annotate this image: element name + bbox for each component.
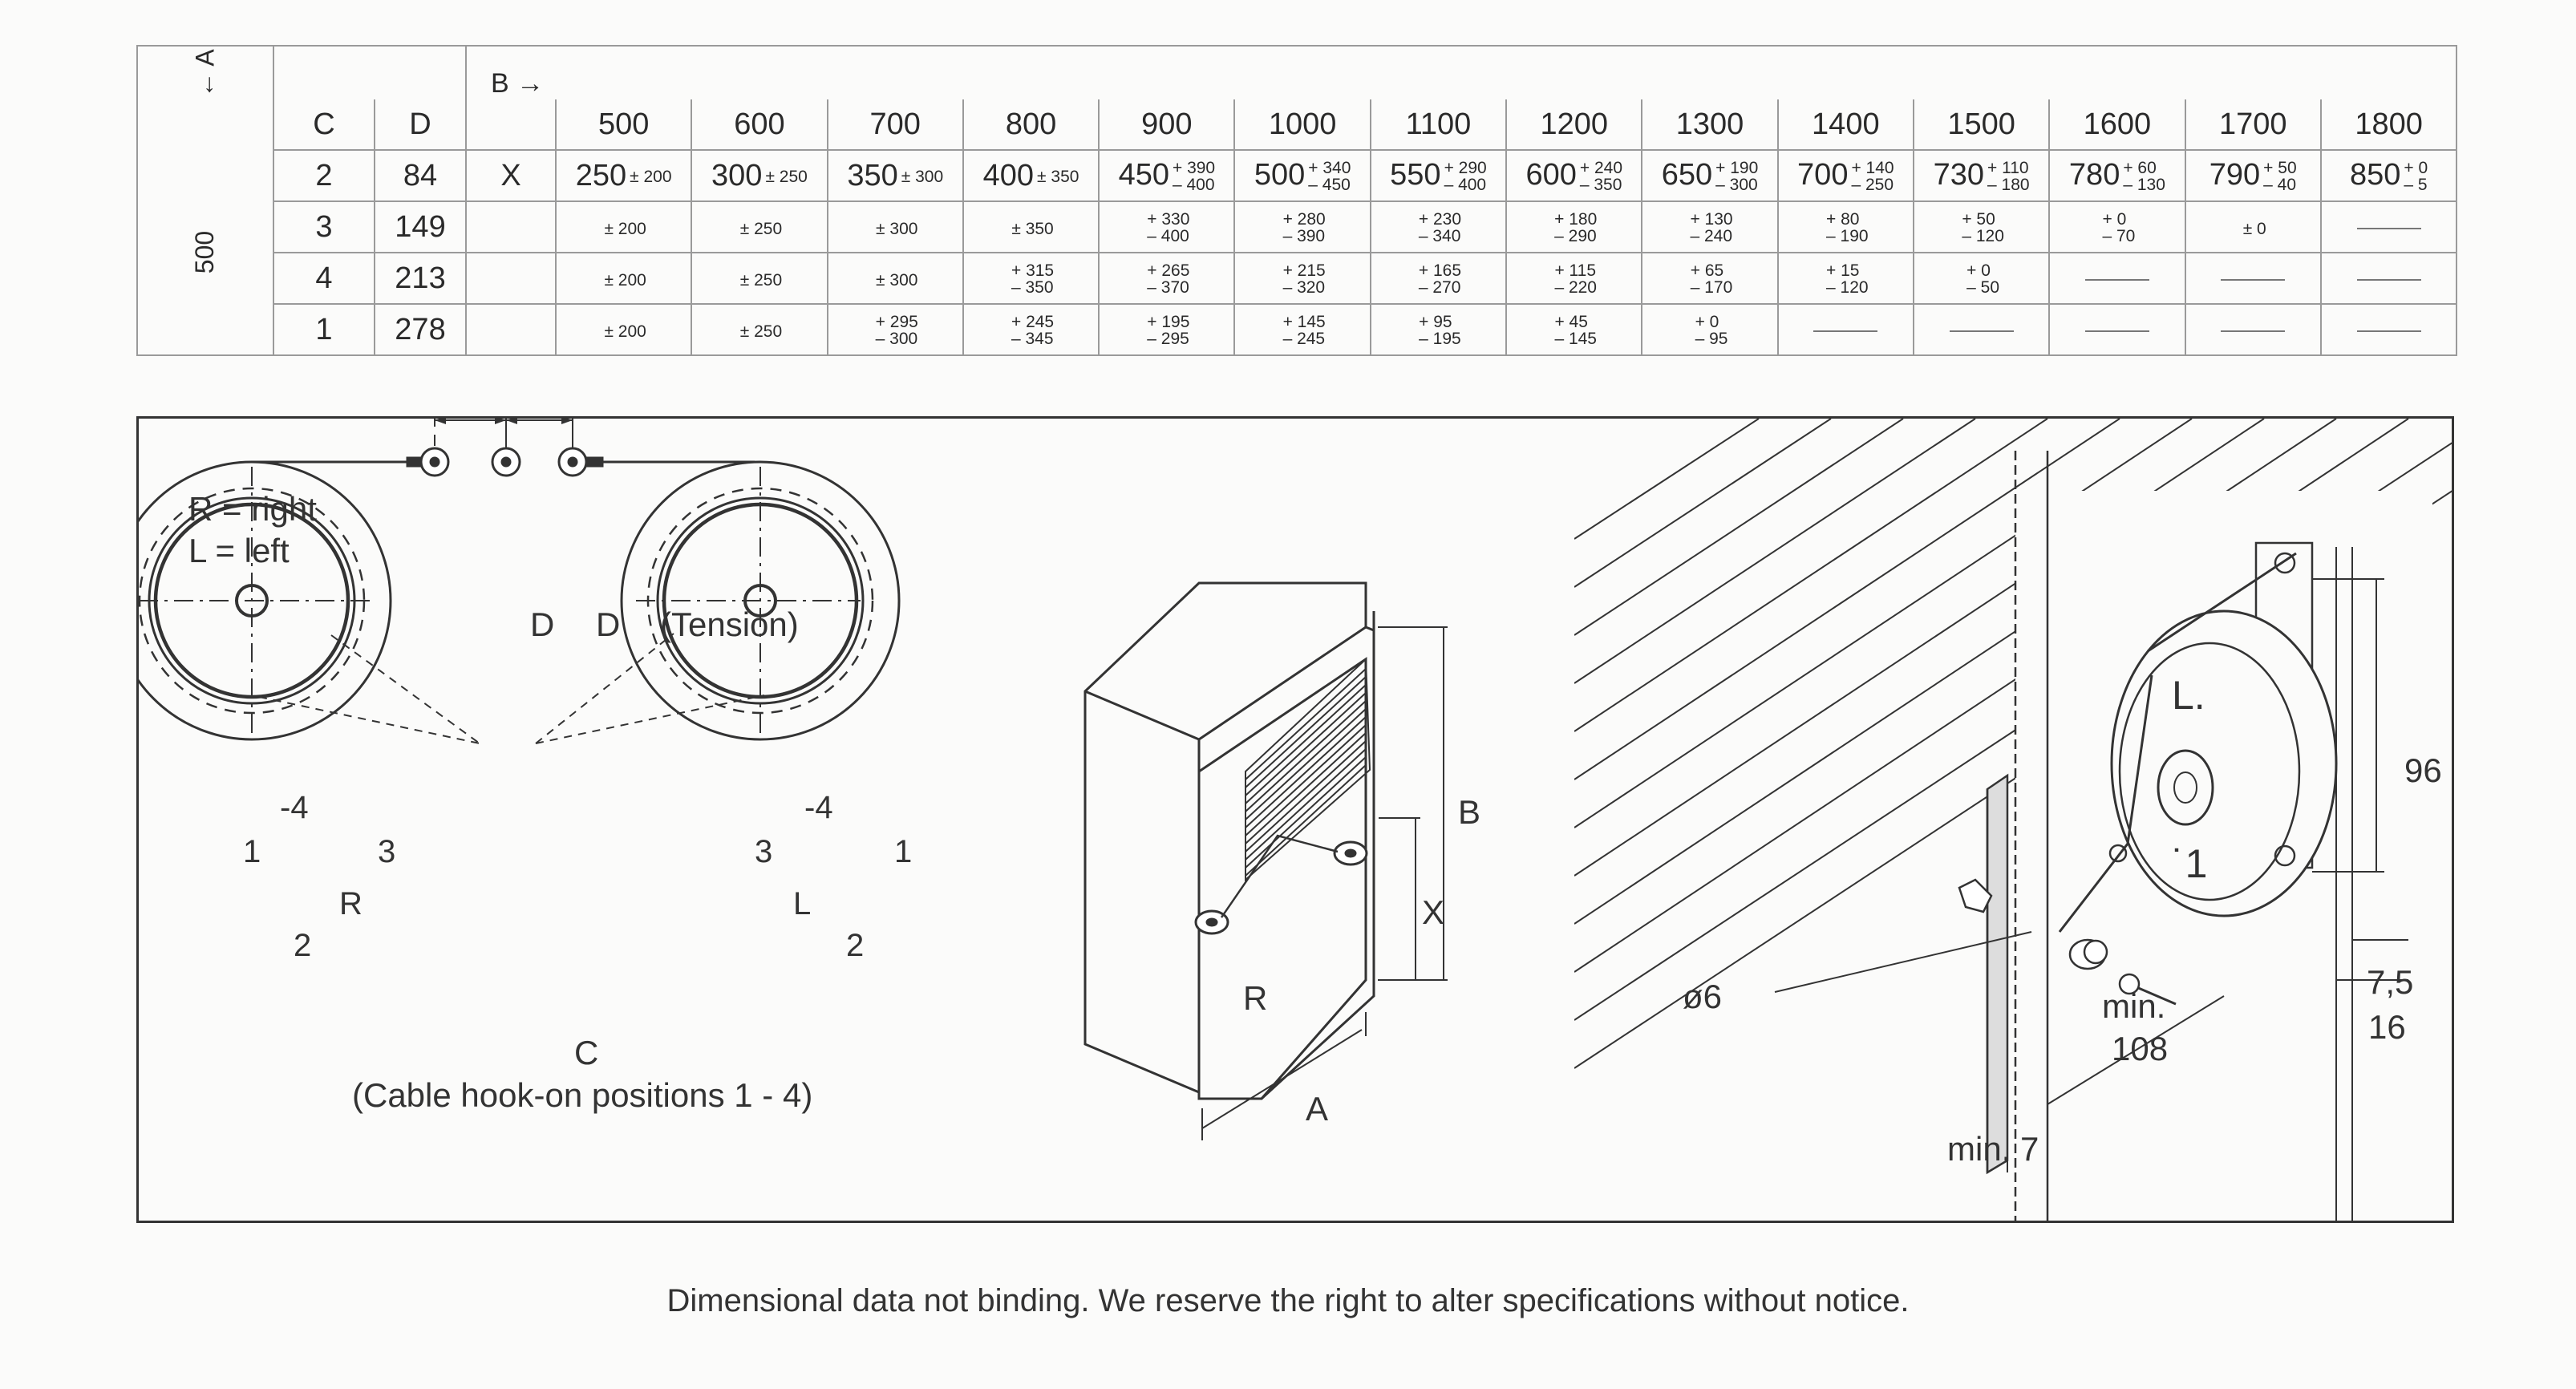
dim-min-label: min. [2102, 987, 2166, 1025]
tolerance-plusminus: ± 200 [630, 168, 672, 187]
tolerance-range [1147, 262, 1189, 296]
x-label-cell: X [466, 150, 556, 201]
b-column-header: 500 [556, 99, 691, 150]
tolerance-cell [828, 201, 963, 253]
tolerance-cell [1642, 253, 1777, 304]
tolerance-range [1147, 314, 1189, 347]
tolerance-lower: – 270 [1418, 278, 1461, 298]
tolerance-upper: + 195 [1147, 313, 1190, 332]
tolerance-lower: – 130 [2123, 176, 2165, 195]
tolerance-cell [1099, 201, 1234, 253]
b-column-header: 1200 [1506, 99, 1642, 150]
tolerance-upper: + 145 [1282, 313, 1326, 332]
tolerance-plusminus: ± 350 [1011, 219, 1054, 238]
cd-corner [273, 46, 375, 99]
tolerance-lower: – 340 [1418, 227, 1461, 246]
tolerance-range [1419, 211, 1461, 245]
a-value-cell [137, 150, 273, 355]
tolerance-lower: – 40 [2263, 176, 2297, 195]
tolerance-range [1173, 160, 1215, 193]
tolerance-cell [2049, 201, 2185, 253]
tolerance-lower: – 400 [1172, 176, 1215, 195]
tolerance-range [876, 314, 918, 347]
tolerance-lower: – 95 [1695, 330, 1728, 349]
tolerance-upper: + 390 [1172, 159, 1216, 178]
tolerance-lower: – 70 [2102, 227, 2136, 246]
b-column-header: 1400 [1778, 99, 1914, 150]
tolerance-plusminus: ± 250 [765, 168, 808, 187]
reel-l-pos-2: 2 [846, 928, 865, 963]
b-column-header: 1000 [1234, 99, 1370, 150]
empty-dash [2357, 279, 2421, 281]
tolerance-range [1691, 262, 1733, 296]
tolerance-cell [556, 253, 691, 304]
tolerance-cell [1914, 253, 2049, 304]
tolerance-cell [1642, 201, 1777, 253]
disclaimer-text: Dimensional data not binding. We reserve the right to alter specifications without notice. [666, 1283, 1910, 1318]
tolerance-lower: – 190 [1826, 227, 1869, 246]
tolerance-plusminus: ± 200 [604, 270, 646, 290]
tolerance-cell [1371, 304, 1506, 355]
tolerance-range [1826, 211, 1869, 245]
tolerance-upper: + 245 [1011, 313, 1055, 332]
tolerance-upper: + 80 [1826, 210, 1860, 229]
tolerance-range [2102, 211, 2135, 245]
shaft-installation-drawing [1574, 419, 2452, 1221]
tolerance-cell [1099, 150, 1234, 201]
tolerance-cell [556, 201, 691, 253]
reel-r-pos-2: 2 [294, 928, 312, 963]
roller-box-drawing [1085, 583, 1448, 1140]
tolerance-cell [1778, 201, 1914, 253]
reel-r-pos-4: -4 [280, 790, 309, 825]
tolerance-upper: + 180 [1554, 210, 1598, 229]
tolerance-cell [1371, 150, 1506, 201]
table-row [137, 150, 2457, 201]
box-dim-a: A [1306, 1090, 1329, 1128]
empty-dash [2085, 330, 2149, 332]
dim-7-5: 7,5 [2367, 963, 2414, 1001]
tolerance-range [1419, 262, 1461, 296]
tolerance-cell [1778, 253, 1914, 304]
reel-mark-1: ˙1 [2172, 841, 2208, 886]
tolerance-lower: – 350 [1011, 278, 1054, 298]
a-axis-spacer [137, 99, 273, 150]
tolerance-lower: – 350 [1579, 176, 1622, 195]
b-column-header: 1100 [1371, 99, 1506, 150]
d-value: 278 [375, 304, 466, 355]
x-value: 400 [982, 158, 1035, 192]
tolerance-upper: + 60 [2123, 159, 2157, 178]
table-row [137, 304, 2457, 355]
tolerance-lower: – 300 [875, 330, 918, 349]
x-header-spacer [466, 99, 556, 150]
tolerance-cell [2049, 253, 2185, 304]
tolerance-lower: – 5 [2404, 176, 2428, 195]
tolerance-upper: + 340 [1308, 159, 1351, 178]
b-column-header: 600 [691, 99, 827, 150]
tolerance-cell [2049, 150, 2185, 201]
reel-r-pos-3: 3 [378, 834, 396, 869]
c-value: 3 [273, 201, 375, 253]
tolerance-upper: + 140 [1851, 159, 1894, 178]
tolerance-cell [1778, 150, 1914, 201]
empty-dash [1813, 330, 1877, 332]
tolerance-upper: + 50 [2263, 159, 2297, 178]
x-value: 350 [847, 158, 898, 192]
tolerance-plusminus: ± 250 [739, 270, 783, 290]
spec-table [136, 45, 2457, 356]
tolerance-cell [828, 150, 963, 201]
tolerance-cell [1914, 201, 2049, 253]
tolerance-lower: – 400 [1444, 176, 1487, 195]
tolerance-cell [828, 253, 963, 304]
tolerance-range [1554, 314, 1597, 347]
d-value: 213 [375, 253, 466, 304]
tolerance-cell [1099, 253, 1234, 304]
tolerance-range [1715, 160, 1758, 193]
tolerance-upper: + 265 [1147, 261, 1190, 281]
tolerance-upper: + 295 [875, 313, 918, 332]
x-label-cell [466, 253, 556, 304]
tolerance-plusminus: ± 300 [876, 219, 918, 238]
tolerance-upper: + 0 [2102, 210, 2127, 229]
tolerance-upper: + 240 [1579, 159, 1622, 178]
tolerance-lower: – 290 [1554, 227, 1597, 246]
tolerance-cell [1778, 304, 1914, 355]
tolerance-range [2123, 160, 2165, 193]
tolerance-cell [963, 150, 1099, 201]
tolerance-lower: – 320 [1282, 278, 1326, 298]
reel-mark-l: L. [2172, 673, 2205, 718]
tolerance-upper: + 45 [1554, 313, 1588, 332]
empty-dash [1950, 330, 2014, 332]
tolerance-range [1147, 211, 1189, 245]
tolerance-upper: + 0 [2404, 159, 2428, 178]
tolerance-range [1554, 262, 1597, 296]
tolerance-cell [1642, 150, 1777, 201]
reel-l-pos-3: 3 [755, 834, 773, 869]
empty-dash [2357, 330, 2421, 332]
cd-corner-2 [375, 46, 466, 99]
tolerance-upper: + 190 [1715, 159, 1759, 178]
tolerance-upper: + 315 [1011, 261, 1055, 281]
d-value: 84 [375, 150, 466, 201]
d-value: 149 [375, 201, 466, 253]
tolerance-lower: – 345 [1011, 330, 1054, 349]
tolerance-range [1554, 211, 1597, 245]
b-column-header: 1700 [2185, 99, 2321, 150]
tolerance-range [1011, 314, 1054, 347]
tolerance-upper: + 130 [1690, 210, 1733, 229]
tolerance-cell [1506, 253, 1642, 304]
dim-d-2: D [596, 605, 621, 643]
x-value: 550 [1390, 157, 1441, 192]
dim-96: 96 [2404, 751, 2442, 789]
x-value: 450 [1118, 157, 1169, 192]
tolerance-upper: + 65 [1690, 261, 1724, 281]
tolerance-plusminus: ± 350 [1037, 168, 1079, 187]
box-dim-x: X [1422, 893, 1445, 931]
b-column-header: 700 [828, 99, 963, 150]
table-row [137, 253, 2457, 304]
tolerance-lower: – 295 [1147, 330, 1189, 349]
empty-dash [2085, 279, 2149, 281]
tolerance-lower: – 400 [1147, 227, 1189, 246]
tolerance-cell [963, 201, 1099, 253]
tolerance-cell [1914, 304, 2049, 355]
tolerance-cell [2321, 304, 2457, 355]
c-value: 1 [273, 304, 375, 355]
tolerance-cell [691, 304, 827, 355]
c-value: 2 [273, 150, 375, 201]
tolerance-cell [1642, 304, 1777, 355]
dim-16: 16 [2368, 1008, 2406, 1046]
hook-c-label: C [574, 1034, 599, 1071]
tolerance-upper: + 280 [1282, 210, 1326, 229]
tolerance-plusminus: ± 300 [901, 168, 944, 187]
tolerance-lower: – 245 [1282, 330, 1326, 349]
reel-l-letter: L [793, 886, 812, 921]
box-dim-b: B [1458, 793, 1481, 831]
b-column-header: 800 [963, 99, 1099, 150]
tolerance-cell [691, 150, 827, 201]
tolerance-cell [1234, 304, 1370, 355]
x-value: 780 [2068, 157, 2120, 192]
tolerance-cell [2185, 150, 2321, 201]
x-value: 790 [2209, 157, 2261, 192]
tolerance-range [1283, 262, 1326, 296]
tolerance-cell [556, 304, 691, 355]
hook-caption: (Cable hook-on positions 1 - 4) [352, 1076, 813, 1114]
x-value: 250 [575, 158, 627, 192]
tolerance-cell [691, 201, 827, 253]
tolerance-range [1308, 160, 1351, 193]
tolerance-lower: – 170 [1690, 278, 1733, 298]
tolerance-upper: + 290 [1444, 159, 1487, 178]
legend-right: R = right [188, 490, 317, 528]
tolerance-cell [1099, 304, 1234, 355]
tolerance-range [1987, 160, 2030, 193]
tolerance-lower: – 50 [1966, 278, 2000, 298]
tolerance-range [1826, 262, 1869, 296]
tolerance-cell [963, 253, 1099, 304]
tolerance-cell [691, 253, 827, 304]
tolerance-range [1419, 314, 1461, 347]
tolerance-upper: + 230 [1418, 210, 1461, 229]
tolerance-lower: – 145 [1554, 330, 1597, 349]
tolerance-plusminus: ± 250 [739, 219, 783, 238]
tolerance-lower: – 180 [1987, 176, 2030, 195]
tolerance-range [1283, 314, 1326, 347]
b-axis-header: B → [466, 46, 2457, 99]
tolerance-plusminus: ± 200 [604, 219, 646, 238]
x-value: 500 [1254, 157, 1306, 192]
cable-hooks [407, 419, 755, 476]
tolerance-lower: – 120 [1962, 227, 2004, 246]
tolerance-cell [2049, 304, 2185, 355]
b-column-header: 1500 [1914, 99, 2049, 150]
tolerance-cell [828, 304, 963, 355]
dim-min-7: min. 7 [1947, 1130, 2039, 1168]
tolerance-lower: – 370 [1147, 278, 1189, 298]
tolerance-upper: + 95 [1419, 313, 1452, 332]
tolerance-range [1580, 160, 1622, 193]
tolerance-cell [2321, 253, 2457, 304]
dim-diameter-6: ø6 [1683, 978, 1723, 1015]
tolerance-cell [1371, 253, 1506, 304]
tolerance-lower: – 195 [1419, 330, 1461, 349]
tolerance-lower: – 390 [1282, 227, 1326, 246]
tolerance-cell [2185, 304, 2321, 355]
tolerance-range [1962, 211, 2004, 245]
c-header: C [273, 99, 375, 150]
empty-dash [2221, 279, 2285, 281]
tolerance-plusminus: ± 200 [604, 322, 646, 341]
tolerance-upper: + 0 [1966, 261, 1991, 281]
tolerance-lower: – 220 [1554, 278, 1597, 298]
tolerance-lower: – 300 [1715, 176, 1758, 195]
table-row [137, 201, 2457, 253]
tolerance-lower: – 120 [1826, 278, 1869, 298]
tolerance-cell [1234, 150, 1370, 201]
tolerance-cell [1914, 150, 2049, 201]
tolerance-range [1851, 160, 1894, 193]
dim-d-1: D [530, 605, 555, 643]
box-side-r: R [1243, 979, 1268, 1017]
tolerance-plusminus: ± 0 [2242, 219, 2266, 238]
tolerance-cell [1506, 201, 1642, 253]
tolerance-cell [2185, 201, 2321, 253]
tolerance-cell [1234, 253, 1370, 304]
tolerance-lower: – 450 [1308, 176, 1351, 195]
b-column-header: 1600 [2049, 99, 2185, 150]
tolerance-cell [2321, 201, 2457, 253]
tolerance-cell [1506, 150, 1642, 201]
tolerance-range [1444, 160, 1487, 193]
tolerance-upper: + 165 [1418, 261, 1461, 281]
b-column-header: 900 [1099, 99, 1234, 150]
reel-r-pos-1: 1 [243, 834, 261, 869]
tolerance-cell [2321, 150, 2457, 201]
tolerance-range [2263, 160, 2296, 193]
dim-108: 108 [2112, 1030, 2169, 1067]
tolerance-cell [1234, 201, 1370, 253]
tolerance-range [1283, 211, 1326, 245]
tolerance-upper: + 15 [1826, 261, 1860, 281]
tolerance-upper: + 215 [1282, 261, 1326, 281]
reel-r-letter: R [339, 886, 363, 921]
b-column-header: 1300 [1642, 99, 1777, 150]
a-axis-header: ← A [137, 46, 273, 99]
legend-left: L = left [188, 532, 290, 569]
x-value: 650 [1661, 157, 1713, 192]
diagram-panel [136, 416, 2454, 1223]
tolerance-upper: + 50 [1962, 210, 1995, 229]
tolerance-plusminus: ± 250 [739, 322, 783, 341]
x-value: 600 [1525, 157, 1577, 192]
x-value: 850 [2349, 157, 2401, 192]
tolerance-cell [556, 150, 691, 201]
x-value: 300 [711, 158, 763, 192]
tolerance-upper: + 115 [1554, 261, 1597, 281]
tolerance-range [1966, 262, 1999, 296]
tolerance-range [1690, 211, 1732, 245]
tension-label: (Tension) [660, 605, 799, 643]
x-label-cell [466, 201, 556, 253]
d-header: D [375, 99, 466, 150]
a-value: 500 [190, 230, 220, 274]
reel-l-pos-4: -4 [804, 790, 833, 825]
tolerance-range [1011, 262, 1054, 296]
tolerance-cell [2185, 253, 2321, 304]
x-value: 700 [1797, 157, 1849, 192]
reel-l-pos-1: 1 [894, 834, 913, 869]
tolerance-upper: + 0 [1695, 313, 1719, 332]
tolerance-range [1695, 314, 1728, 347]
tolerance-cell [1506, 304, 1642, 355]
tolerance-cell [1371, 201, 1506, 253]
tolerance-lower: – 240 [1690, 227, 1733, 246]
x-label-cell [466, 304, 556, 355]
tolerance-cell [963, 304, 1099, 355]
c-value: 4 [273, 253, 375, 304]
empty-dash [2357, 228, 2421, 229]
tolerance-upper: + 330 [1147, 210, 1190, 229]
tolerance-plusminus: ± 300 [876, 270, 918, 290]
reel-left-drawing [536, 462, 899, 743]
b-column-header: 1800 [2321, 99, 2457, 150]
tolerance-lower: – 250 [1851, 176, 1894, 195]
tolerance-range [2404, 160, 2428, 193]
tolerance-upper: + 110 [1987, 159, 2029, 178]
x-value: 730 [1933, 157, 1985, 192]
empty-dash [2221, 330, 2285, 332]
